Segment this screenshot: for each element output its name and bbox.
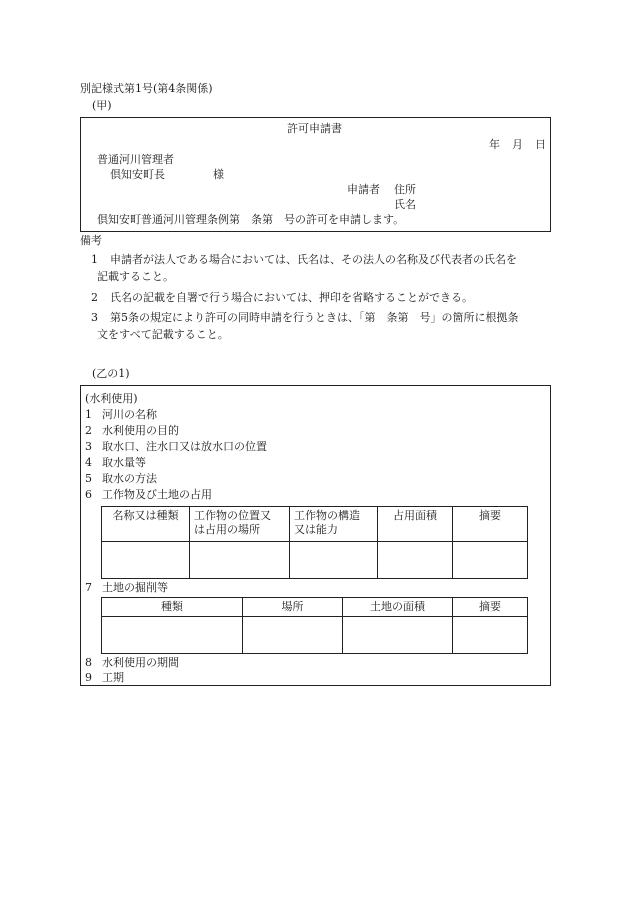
note-number: 1 <box>91 253 98 266</box>
note-text: 申請者が法人である場合においては、氏名は、その法人の名称及び代表者の氏名を <box>110 253 517 266</box>
item-number: 6 <box>85 488 92 501</box>
note-text: 第5条の規定により許可の同時申請を行うときは、「第 条第 号」の箇所に根拠条 <box>110 311 519 324</box>
request-statement: 倶知安町普通河川管理条例第 条第 号の許可を申請します。 <box>97 213 405 226</box>
column-header: 工作物の位置又 は占用の場所 <box>190 507 290 542</box>
item-number: 4 <box>85 456 92 469</box>
table-header-row <box>102 598 528 617</box>
table-header-row <box>102 507 528 542</box>
table-cell[interactable] <box>102 542 190 579</box>
table-cell[interactable] <box>453 542 528 579</box>
honorific: 様 <box>213 168 224 181</box>
table-row <box>102 542 528 579</box>
form-title: 別記様式第1号(第4条関係) <box>80 82 213 95</box>
date-month: 月 <box>512 138 523 151</box>
column-header: 種類 <box>102 598 243 617</box>
item-structures-occupancy: 工作物及び土地の占用 <box>102 488 212 501</box>
water-use-category: (水利使用) <box>85 392 138 405</box>
table-row <box>102 616 528 653</box>
date-year: 年 <box>489 138 500 151</box>
note-text-continued: 記載すること。 <box>97 270 174 283</box>
applicant-label: 申請者 <box>347 183 380 196</box>
note-text-continued: 文をすべて記載すること。 <box>97 328 229 341</box>
item-number: 7 <box>85 581 92 594</box>
item-number: 2 <box>85 424 92 437</box>
table-cell[interactable] <box>102 616 243 653</box>
part-a-label: (甲) <box>92 99 112 112</box>
item-river-name: 河川の名称 <box>102 408 157 421</box>
item-intake-method: 取水の方法 <box>102 472 157 485</box>
item-intake-volume: 取水量等 <box>102 456 146 469</box>
structures-table <box>101 506 528 579</box>
item-number: 9 <box>85 671 92 684</box>
excavation-table <box>101 597 528 654</box>
item-number: 3 <box>85 440 92 453</box>
table-cell[interactable] <box>290 542 378 579</box>
column-header: 場所 <box>243 598 343 617</box>
column-header: 摘要 <box>453 507 528 542</box>
note-text: 氏名の記載を自署で行う場合においては、押印を省略することができる。 <box>110 291 473 304</box>
item-excavation: 土地の掘削等 <box>102 581 168 594</box>
column-header: 工作物の構造 又は能力 <box>290 507 378 542</box>
column-header: 摘要 <box>453 598 528 617</box>
item-number: 8 <box>85 656 92 669</box>
item-number: 5 <box>85 472 92 485</box>
table-cell[interactable] <box>343 616 453 653</box>
table-cell[interactable] <box>453 616 528 653</box>
addressee-title: 普通河川管理者 <box>97 153 174 166</box>
date-day: 日 <box>535 138 546 151</box>
column-header: 占用面積 <box>378 507 453 542</box>
column-header: 土地の面積 <box>343 598 453 617</box>
addressee-name: 倶知安町長 <box>110 168 165 181</box>
notes-title: 備考 <box>80 234 102 247</box>
application-heading: 許可申請書 <box>287 122 342 135</box>
item-intake-location: 取水口、注水口又は放水口の位置 <box>102 440 267 453</box>
column-header: 名称又は種類 <box>102 507 190 542</box>
table-cell[interactable] <box>243 616 343 653</box>
part-b-label: (乙の1) <box>92 367 130 380</box>
item-number: 1 <box>85 408 92 421</box>
table-cell[interactable] <box>190 542 290 579</box>
note-number: 2 <box>91 291 98 304</box>
item-use-period: 水利使用の期間 <box>102 656 179 669</box>
note-number: 3 <box>91 311 98 324</box>
table-cell[interactable] <box>378 542 453 579</box>
name-label: 氏名 <box>394 198 416 211</box>
address-label: 住所 <box>394 183 416 196</box>
item-purpose: 水利使用の目的 <box>102 424 179 437</box>
item-construction-period: 工期 <box>102 671 124 684</box>
